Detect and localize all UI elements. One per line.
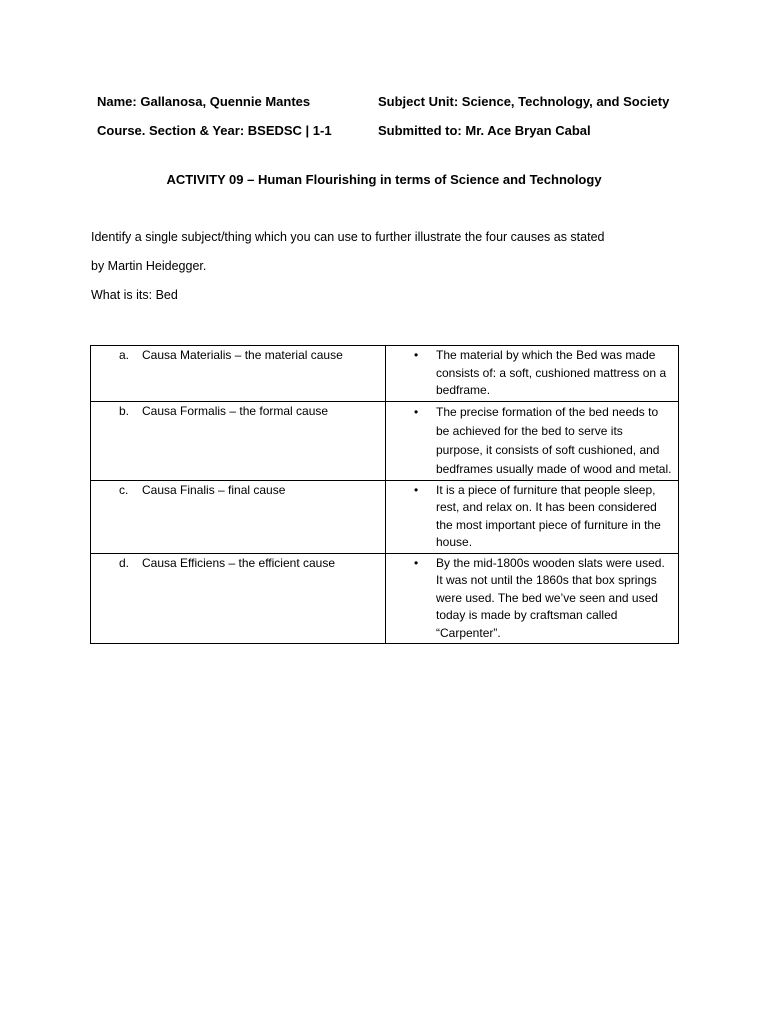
description-cell xyxy=(386,401,679,480)
cause-description: The material by which the Bed was made consists of: a soft, cushioned mattress on a bedframe. xyxy=(436,348,667,397)
student-name: Name: Gallanosa, Quennie Mantes xyxy=(97,94,311,109)
course-section-year: Course. Section & Year: BSEDSC | 1-1 xyxy=(97,123,332,138)
cause-description: By the mid-1800s wooden slats were used. It was not until the 1860s that box springs were used. The bed we’ve seen and used today is made by craftsman called “Carpenter”. xyxy=(436,555,665,640)
cause-label: Causa Finalis – final cause xyxy=(142,482,286,497)
submitted-to: Submitted to: Mr. Ace Bryan Cabal xyxy=(378,123,591,138)
cause-description: The precise formation of the bed needs to be achieved for the bed to serve its purpose, it consists of soft cushioned, and bedframes usually made of wood and metal. xyxy=(436,404,672,476)
cause-label: Causa Formalis – the formal cause xyxy=(142,403,329,418)
bullet-icon: • xyxy=(414,482,419,497)
cause-cell xyxy=(91,553,386,644)
bullet-icon: • xyxy=(414,404,419,419)
instruction-line-1: Identify a single subject/thing which you can use to further illustrate the four causes as stated xyxy=(91,230,605,244)
subject-unit: Subject Unit: Science, Technology, and Society xyxy=(378,94,670,109)
row-letter: a. xyxy=(119,348,130,362)
row-letter: c. xyxy=(119,482,129,497)
row-letter: d. xyxy=(119,555,130,570)
bullet-icon: • xyxy=(414,555,419,570)
bullet-icon: • xyxy=(414,348,419,362)
cause-cell xyxy=(91,480,386,553)
four-causes-table xyxy=(90,345,679,644)
activity-title: ACTIVITY 09 – Human Flourishing in terms of Science and Technology xyxy=(166,172,602,187)
cause-description: It is a piece of furniture that people sleep, rest, and relax on. It has been considered the most important piece of furniture in the house. xyxy=(436,482,661,549)
cause-cell xyxy=(91,346,386,402)
description-cell xyxy=(386,346,679,402)
table-row xyxy=(91,480,679,553)
table-row xyxy=(91,346,679,402)
table-row xyxy=(91,401,679,480)
cause-cell xyxy=(91,401,386,480)
cause-label: Causa Efficiens – the efficient cause xyxy=(142,555,336,570)
table-row xyxy=(91,553,679,644)
row-letter: b. xyxy=(119,403,130,418)
description-cell xyxy=(386,480,679,553)
subject-answer: What is its: Bed xyxy=(91,288,178,302)
cause-label: Causa Materialis – the material cause xyxy=(142,348,343,362)
description-cell xyxy=(386,553,679,644)
instruction-line-2: by Martin Heidegger. xyxy=(91,259,207,273)
